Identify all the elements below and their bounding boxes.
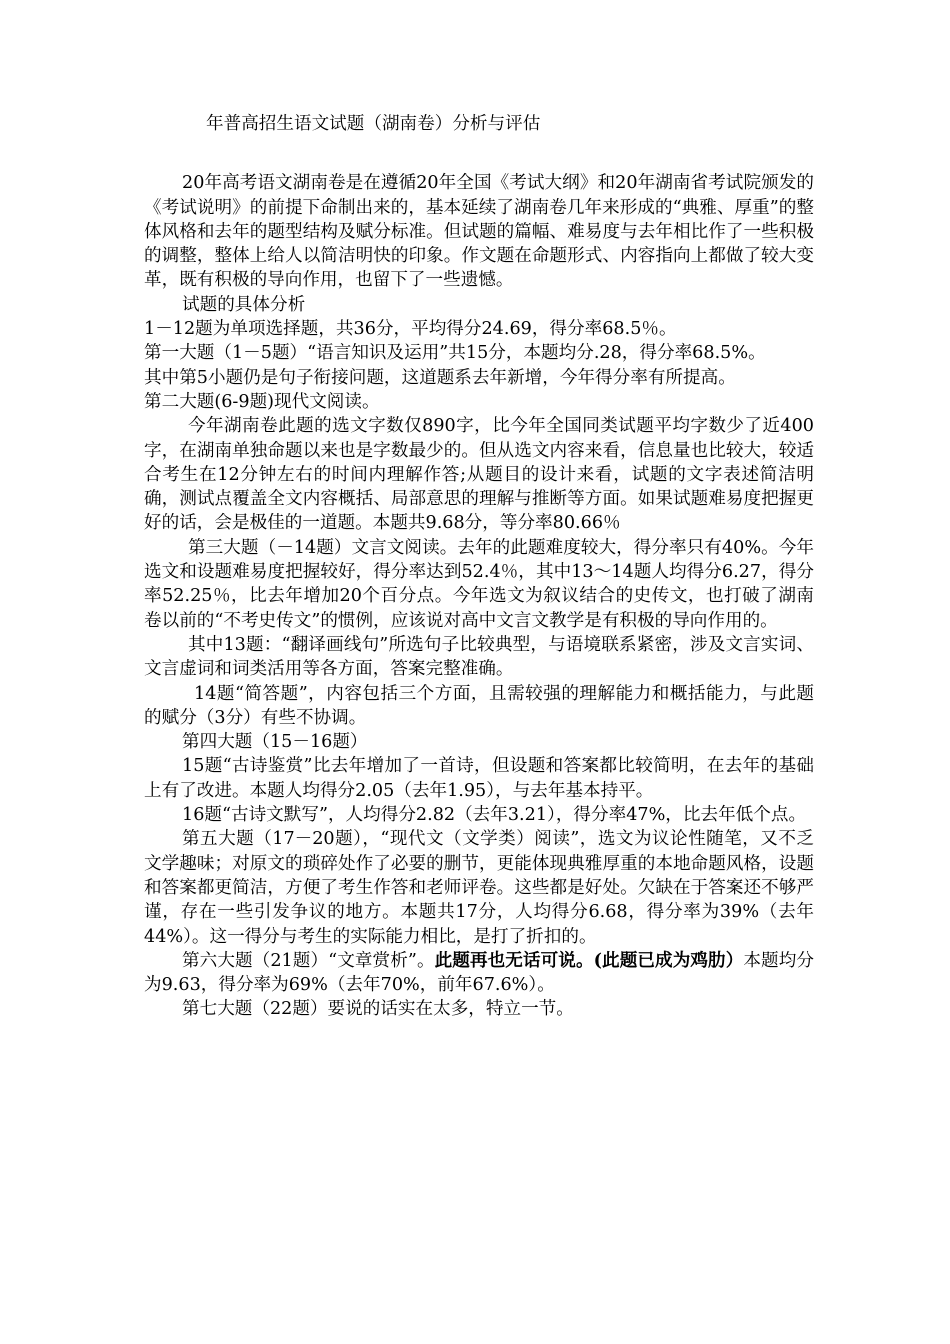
paragraph-question-13: 其中13题：“翻译画线句”所选句子比较典型，与语境联系紧密，涉及文言实词、文言虚词和词类活用等各方面，答案完整准确。 [144,634,814,680]
paragraph-question-5: 其中第5小题仍是句子衔接问题，这道题系去年新增，今年得分率有所提高。 [144,367,736,388]
paragraph-choice-questions: 1－12题为单项选择题，共36分，平均得分24.69，得分率68.5％。 [144,319,677,340]
part-six-score-text: 本题均分为9.63，得分率为69%（去年70%，前年67.6%）。 [144,950,814,996]
part-six-text: 第六大题（21题）“文章赏析”。 [182,950,435,971]
document-page [144,112,814,1022]
paragraph-question-16: 16题“古诗文默写”，人均得分2.82（去年3.21），得分率47%，比去年低个点。 [182,805,807,826]
paragraph-part-six [144,949,814,998]
paragraph-part-seven: 第七大题（22题）要说的话实在太多，特立一节。 [182,999,574,1020]
paragraph-part-one: 第一大题（1－5题）“语言知识及运用”共15分，本题均分.28，得分率68.5%。 [144,343,766,364]
section-heading-analysis: 试题的具体分析 [182,294,306,315]
paragraph-part-two: 第二大题(6-9题)现代文阅读。 [144,391,380,412]
paragraph-part-five: 第五大题（17－20题），“现代文（文学类）阅读”，选文为议论性随笔，又不乏文学趣味；对原文的琐碎处作了必要的删节，更能体现典雅厚重的本地命题风格，设题和答案都更简洁，方便了考生作答和老师评卷。这些都是好处。欠缺在于答案还不够严谨，存在一些引发争议的地方。本题共17分，人均得分6.68，得分率为39%（去年44%）。这一得分与考生的实际能力相比，是打了折扣的。 [144,829,814,947]
paragraph-question-14: 14题“简答题”，内容包括三个方面，且需较强的理解能力和概括能力，与此题的赋分（3分）有些不协调。 [144,683,814,728]
document-title: 年普高招生语文试题（湖南卷）分析与评估 [206,114,541,134]
paragraph-question-15: 15题“古诗鉴赏”比去年增加了一首诗，但设题和答案都比较简明，在去年的基础上有了改进。本题人均得分2.05（去年1.95），与去年基本持平。 [144,756,814,801]
paragraph-modern-reading: 今年湖南卷此题的选文字数仅890字，比今年全国同类试题平均字数少了近400字，在湖南单独命题以来也是字数最少的。但从选文内容来看，信息量也比较大，较适合考生在12分钟左右的时间内理解作答;从题目的设计来看，试题的文字表述简洁明确，测试点覆盖全文内容概括、局部意思的理解与推断等方面。如果试题难易度把握更好的话，会是极佳的一道题。本题共9.68分，等分率80.66％ [144,416,814,534]
paragraph-intro: 20年高考语文湖南卷是在遵循20年全国《考试大纲》和20年湖南省考试院颁发的《考试说明》的前提下命制出来的，基本延续了湖南卷几年来形成的“典雅、厚重”的整体风格和去年的题型结构及赋分标准。但试题的篇幅、难易度与去年相比作了一些积极的调整，整体上给人以简洁明快的印象。作文题在命题形式、内容指向上都做了较大变革，既有积极的导向作用，也留下了一些遗憾。 [144,173,814,291]
paragraph-part-three: 第三大题（－14题）文言文阅读。去年的此题难度较大，得分率只有40%。今年选文和设题难易度把握较好，得分率达到52.4％，其中13～14题人均得分6.27，得分率52.25％，比去年增加20个百分点。今年选文为叙议结合的史传文，也打破了湖南卷以前的“不考史传文”的惯例，应该说对高中文言文教学是有积极的导向作用的。 [144,537,814,631]
paragraph-part-four: 第四大题（15－16题） [182,732,368,753]
part-six-bold-remark: 此题再也无话可说。(此题已成为鸡肋） [434,949,744,971]
